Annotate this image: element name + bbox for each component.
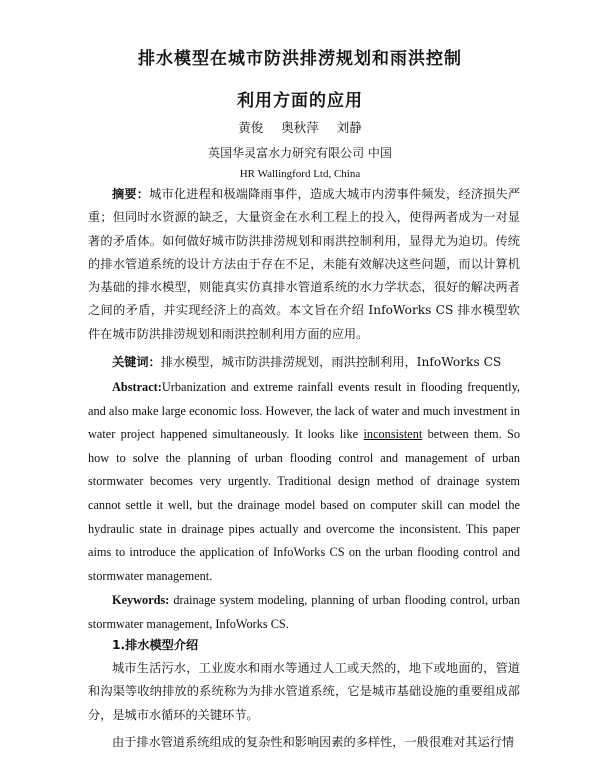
keywords-en: [88, 589, 520, 636]
affiliation-cn: 英国华灵富水力研究有限公司 中国: [208, 146, 392, 160]
paper-title-line2: 利用方面的应用: [237, 91, 363, 111]
keywords-cn-label: 关键词：: [112, 355, 161, 369]
abstract-en-underlined-word: inconsistent: [363, 427, 423, 442]
keywords-en-text: drainage system modeling, planning of urban flooding control, urban stormwater management, InfoWorks CS.: [88, 593, 520, 631]
keywords-cn: [88, 351, 520, 374]
keywords-en-label: Keywords:: [112, 593, 170, 607]
paper-title-line1: 排水模型在城市防洪排涝规划和雨洪控制: [138, 49, 462, 69]
abstract-cn-text: 城市化进程和极端降雨事件，造成大城市内涝事件频发，经济损失严重；但同时水资源的缺乏，大量资金在水利工程上的投入，使得两者成为一对显著的矛盾体。如何做好城市防洪排涝规划和雨洪控制利用，显得尤为迫切。传统的排水管道系统的设计方法由于存在不足，未能有效解决这些问题，而以计算机为基础的排水模型，则能真实仿真排水管道系统的水力学状态，很好的解决两者之间的矛盾，并实现经济上的高效。本文旨在介绍 InfoWorks CS 排水模型软件在城市防洪排涝规划和雨洪控制利用方面的应用。: [88, 187, 521, 341]
authors: 黄俊 奥秋萍 刘静: [238, 120, 362, 135]
abstract-en-text-post: between them. So how to solve the planning of urban flooding control and management of urban stormwater becomes very urgently. Traditional design method of drainage system cannot settle it well, but the drainage model based on computer skill can model the hydraulic state in drainage pipes actually and overcome the inconsistent. This paper aims to introduce the application of InfoWorks CS on the urban flooding control and stormwater management.: [88, 427, 521, 583]
section-1-paragraph-2: 由于排水管道系统组成的复杂性和影响因素的多样性，一般很难对其运行情: [112, 735, 515, 749]
abstract-en-label: Abstract:: [112, 380, 162, 394]
abstract-cn-label: 摘要：: [112, 187, 150, 201]
keywords-cn-text: 排水模型，城市防洪排涝规划，雨洪控制利用，InfoWorks CS: [160, 355, 502, 369]
abstract-en: [88, 376, 520, 588]
abstract-en-text-pre: Urbanization and extreme rainfall events result in flooding frequently, and also make large economic loss. However, the lack of water and much investment in water project happened simultaneously. It looks like: [88, 380, 520, 442]
section-1-paragraph-1: 城市生活污水，工业废水和雨水等通过人工或天然的，地下或地面的，管道和沟渠等收纳排放的系统称为为排水管道系统，它是城市基础设施的重要组成部分，是城市水循环的关键环节。: [88, 661, 520, 722]
abstract-cn: [88, 183, 520, 346]
affiliation-en: HR Wallingford Ltd, China: [239, 168, 361, 180]
section-1-heading: 1.排水模型介绍: [112, 638, 199, 652]
